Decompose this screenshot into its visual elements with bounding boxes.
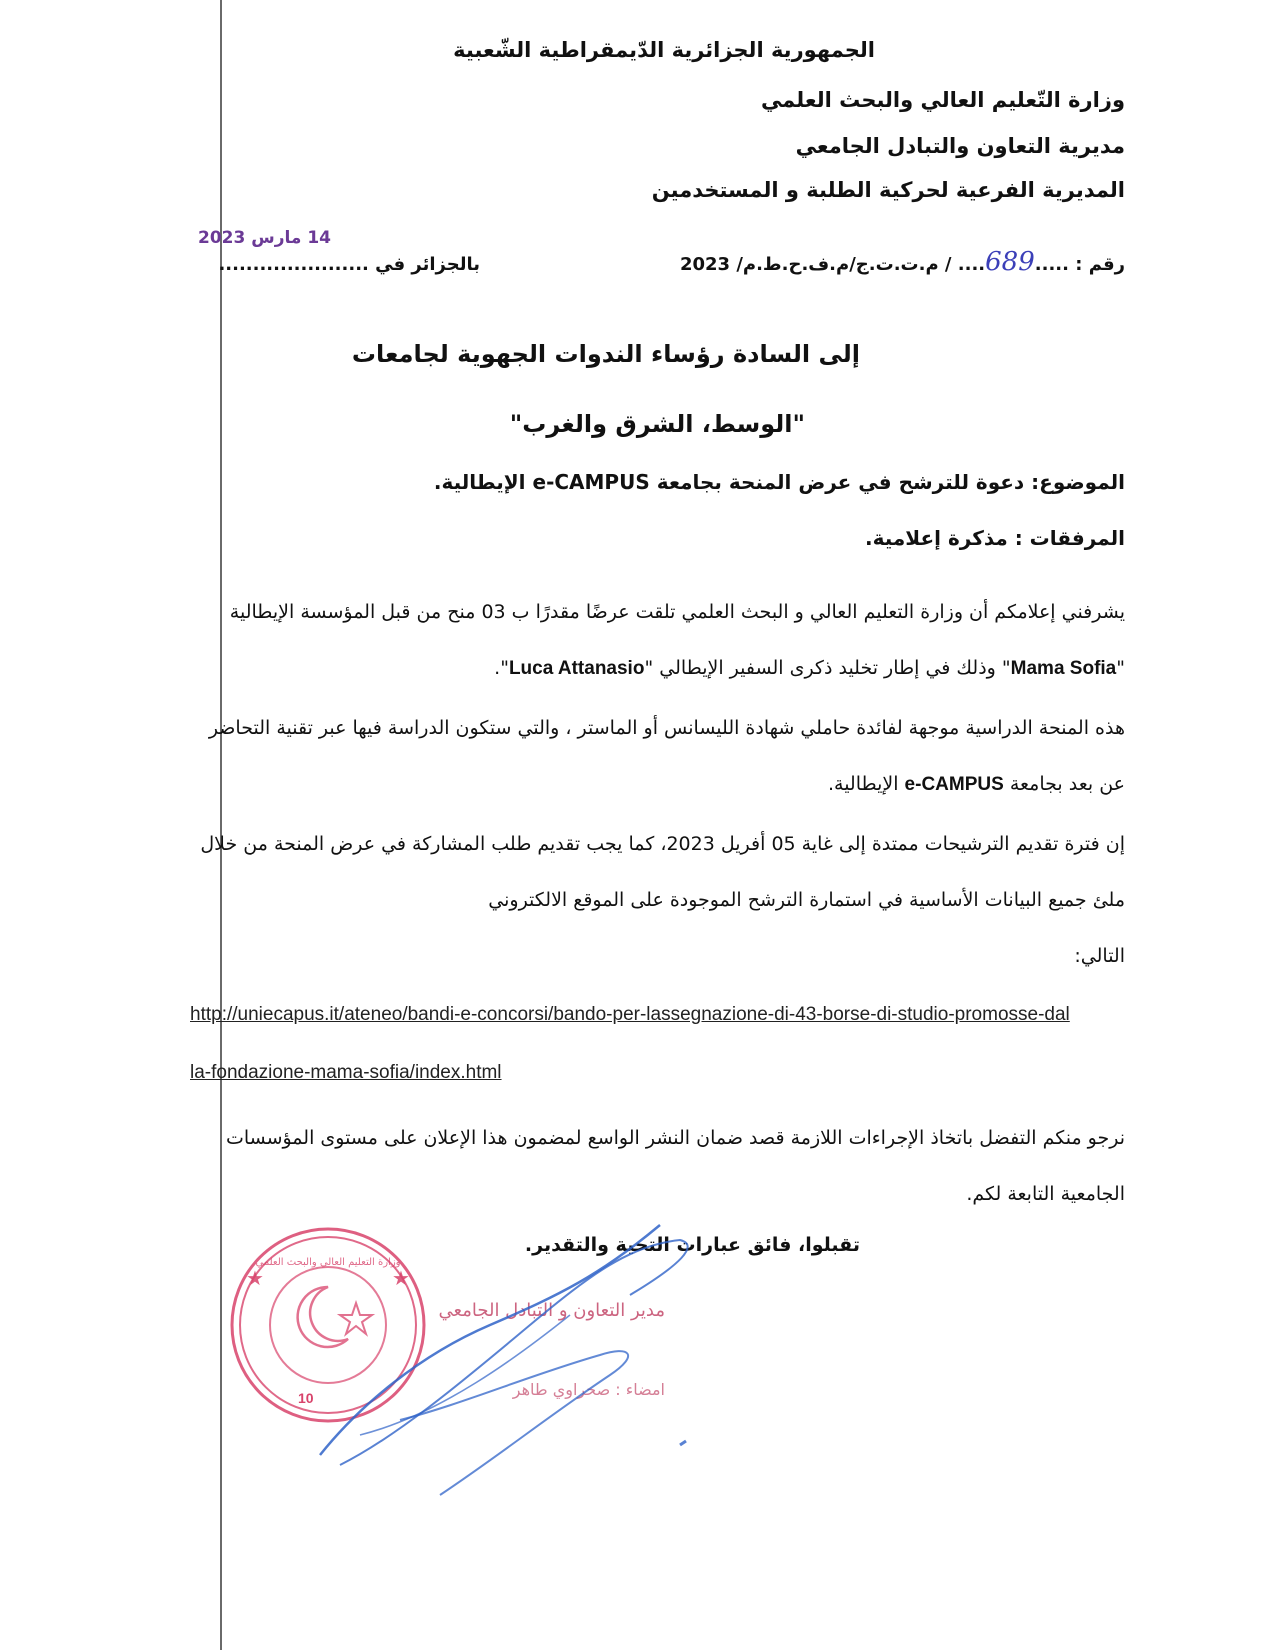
university-name: e-CAMPUS xyxy=(904,774,1004,795)
place-line xyxy=(218,254,480,275)
reference-line: رقم : .....689.... / م.ت.ت.ج/م.ف.ح.ط.م/ 2023 xyxy=(679,247,1125,277)
p1-text-e: . xyxy=(494,657,501,679)
reference-number: 689 xyxy=(985,247,1035,277)
paragraph-4: نرجو منكم التفضل باتخاذ الإجراءات اللازمة قصد ضمان النشر الواسع لمضمون هذا الإعلان على مستوى المؤسسات الجامعية التابعة لكم. xyxy=(225,1127,1125,1205)
addressee-line-1: إلى السادة رؤساء الندوات الجهوية لجامعات xyxy=(351,340,860,368)
reference-suffix: / م.ت.ت.ج/م.ف.ح.ط.م/ 2023 xyxy=(679,254,952,275)
application-link[interactable] xyxy=(190,986,1070,1102)
p3-text-b: التالي: xyxy=(1074,945,1125,967)
p2-text-a: هذه المنحة الدراسية موجهة لفائدة حاملي شهادة الليسانس أو الماستر ، والتي ستكون الدراسة فيها عبر تقنية التحاضر عن بعد بجامعة xyxy=(208,717,1125,795)
seal-number: 10 xyxy=(298,1390,314,1406)
subject-line: الموضوع: دعوة للترشح في عرض المنحة بجامعة e-CAMPUS الإيطالية. xyxy=(433,470,1125,494)
svg-text:★: ★ xyxy=(246,1266,264,1290)
p1-text-a: يشرفني إعلامكم أن وزارة التعليم العالي و البحث العلمي تلقت عرضًا مقدرًا ب 03 منح من قبل المؤسسة الإيطالية xyxy=(229,601,1125,623)
header-republic: الجمهورية الجزائرية الدّيمقراطية الشّعبية xyxy=(453,38,875,62)
attachments-line: المرفقات : مذكرة إعلامية. xyxy=(865,526,1125,550)
foundation-name: Mama Sofia xyxy=(1010,658,1117,679)
signatory-title: مدير التعاون و التبادل الجامعي xyxy=(438,1300,665,1321)
ambassador-name: Luca Attanasio xyxy=(508,658,645,679)
paragraph-2 xyxy=(200,700,1125,813)
paragraph-3 xyxy=(200,816,1125,984)
date-stamp: 14 مارس 2023 xyxy=(198,228,331,248)
handwritten-signature xyxy=(300,1205,720,1505)
header-directorate: مديرية التعاون والتبادل الجامعي xyxy=(795,134,1125,158)
paragraph-1: يشرفني إعلامكم أن وزارة التعليم العالي و البحث العلمي تلقت عرضًا مقدرًا ب 03 منح من قبل المؤسسة الإيطالية "Mama Sofia" وذلك في إطار تخليد ذكرى السفير الإيطالي "Luca Attanasio". xyxy=(229,601,1125,679)
application-link-text[interactable]: http://uniecapus.it/ateneo/bandi-e-concorsi/bando-per-lassegnazione-di-43-borse-di-studio-promosse-dalla-fondazione-mama-sofia/index.html xyxy=(190,1004,1070,1083)
svg-text:★: ★ xyxy=(392,1266,410,1290)
seal-text: وزارة التعليم العالي والبحث العلمي xyxy=(255,1257,401,1268)
place-dots: ...................... xyxy=(218,254,369,275)
place-label: بالجزائر في xyxy=(375,254,480,275)
header-subdirectorate: المديرية الفرعية لحركية الطلبة و المستخدمين xyxy=(651,178,1125,202)
signatory-name: امضاء : صحراوي طاهر xyxy=(512,1380,665,1399)
closing-line: تقبلوا، فائق عبارات التحية والتقدير. xyxy=(524,1234,860,1256)
addressee-line-2: "الوسط، الشرق والغرب" xyxy=(509,410,805,438)
p2-text-c: الإيطالية. xyxy=(827,773,905,795)
header-ministry: وزارة التّعليم العالي والبحث العلمي xyxy=(760,88,1125,112)
p3-text-a: إن فترة تقديم الترشيحات ممتدة إلى غاية 05 أفريل 2023، كما يجب تقديم طلب المشاركة في عرض المنحة من خلال ملئ جميع البيانات الأساسية في استمارة الترشح الموجودة على الموقع الالكتروني xyxy=(200,833,1125,911)
reference-label: رقم : xyxy=(1075,254,1125,275)
p1-text-c: وذلك في إطار تخليد ذكرى السفير الإيطالي xyxy=(653,657,1002,679)
